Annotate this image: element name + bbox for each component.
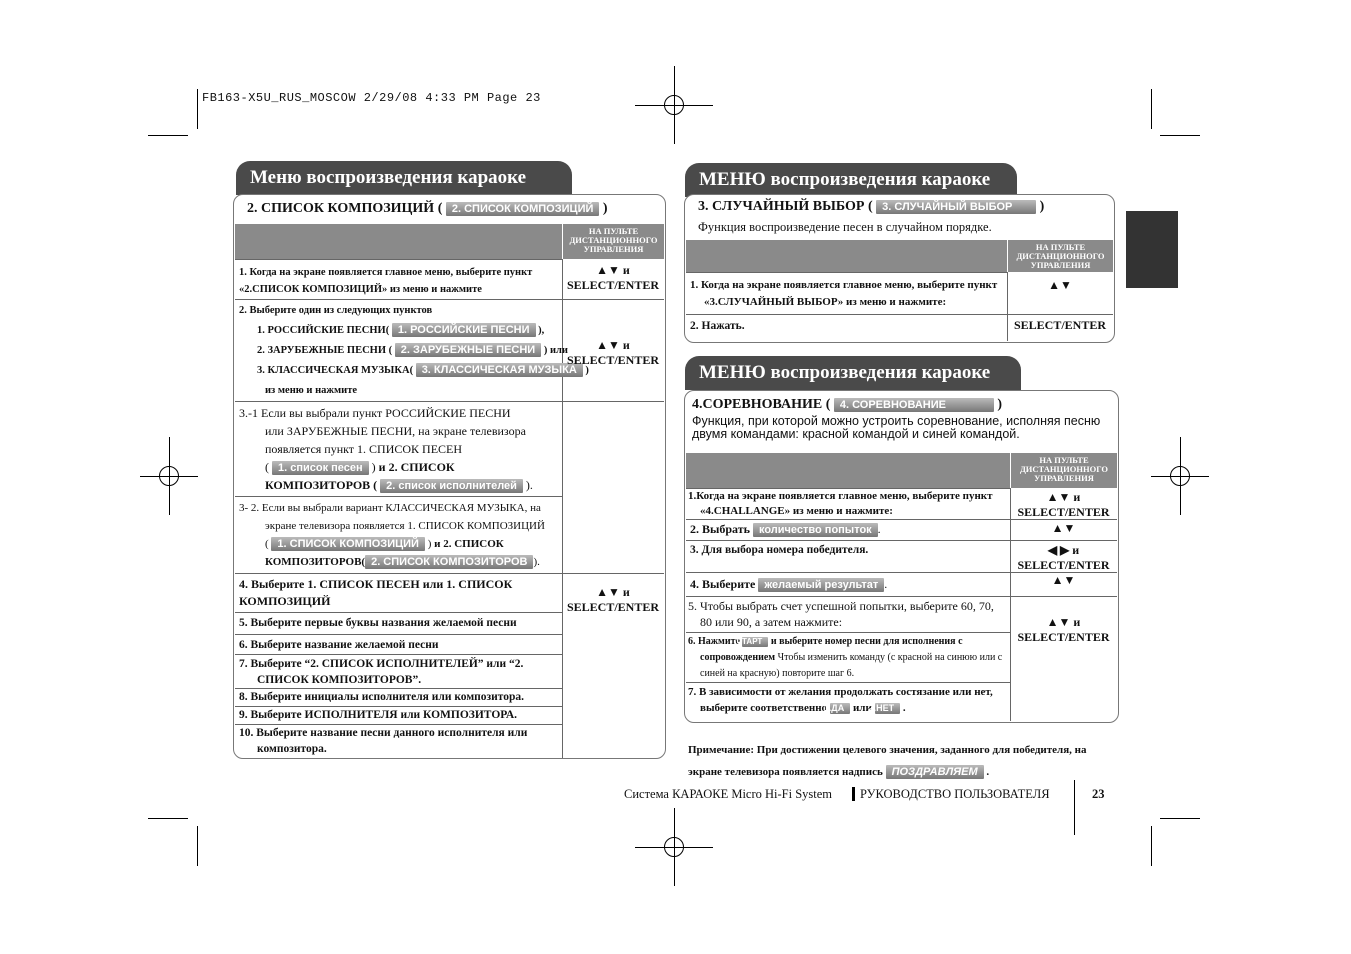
table-row: 4. Выберите желаемый результат . bbox=[686, 572, 1117, 596]
remote-control-cell: SELECT/ENTER bbox=[1013, 318, 1107, 332]
table-row: 2. Выбрать количество попыток . bbox=[686, 519, 1117, 540]
table-row: 3.-1 Если вы выбрали пункт РОССИЙСКИЕ ПЕСНИ или ЗАРУБЕЖНЫЕ ПЕСНИ, на экране телевизора появляется пункт 1. СПИСОК ПЕСЕН ( 1. список песен ) и 2. СПИСОК КОМПОЗИТОРОВ ( 2. список исполнителей ). bbox=[235, 401, 664, 496]
table-row: 10. Выберите название песни данного исполнителя или композитора. bbox=[235, 724, 562, 758]
table-row: 2. Выберите один из следующих пунктов 1. РОССИЙСКИЕ ПЕСНИ( 1. РОССИЙСКИЕ ПЕСНИ ), 2. ЗАРУБЕЖНЫЕ ПЕСНИ ( 2. ЗАРУБЕЖНЫЕ ПЕСНИ ) или 3. КЛАССИЧЕСКАЯ МУЗЫКА( 3. КЛАССИЧЕСКАЯ МУЗЫКА ) из меню и нажмите bbox=[235, 299, 664, 401]
menu-button-label: 4. СОРЕВНОВАНИЕ bbox=[834, 398, 994, 412]
column-divider bbox=[562, 496, 563, 573]
menu-button-label: 1. список песен bbox=[272, 461, 369, 475]
table-row: 3- 2. Если вы выбрали вариант КЛАССИЧЕСКАЯ МУЗЫКА, на экране телевизора появляется 1. СПИСОК КОМПОЗИЦИЙ ( 1. СПИСОК КОМПОЗИЦИЙ ) и 2. СПИСОК КОМПОЗИТОРОВ( 2. СПИСОК КОМПОЗИТОРОВ ). bbox=[235, 496, 562, 573]
menu-button-label: СТАРТ bbox=[742, 637, 768, 647]
congratulations-banner: ПОЗДРАВЛЯЕМ bbox=[886, 765, 984, 779]
crop-mark bbox=[1151, 89, 1152, 129]
page-number: 23 bbox=[1092, 787, 1105, 801]
footer-right: РУКОВОДСТВО ПОЛЬЗОВАТЕЛЯ bbox=[860, 787, 1050, 801]
table-row: 3. Для выбора номера победителя. bbox=[686, 540, 1117, 572]
remote-control-cell: ▲▼ bbox=[1051, 521, 1076, 535]
remote-column-header: НА ПУЛЬТЕ ДИСТАНЦИОННОГО УПРАВЛЕНИЯ bbox=[1007, 240, 1113, 272]
crop-mark bbox=[1151, 826, 1152, 866]
remote-control-cell: ▲▼ и SELECT/ENTER bbox=[566, 585, 660, 614]
table-row: 4. Выберите 1. СПИСОК ПЕСЕН или 1. СПИСОК КОМПОЗИЦИЙ bbox=[235, 573, 562, 612]
crop-mark bbox=[1160, 818, 1200, 819]
menu-button-label: 2. список исполнителей bbox=[380, 479, 523, 493]
table-row: 1. Когда на экране появляется главное меню, выберите пункт «3.СЛУЧАЙНЫЙ ВЫБОР» из меню и нажмите: bbox=[686, 272, 1007, 314]
crop-mark bbox=[197, 826, 198, 866]
remote-control-cell: ▲▼ и SELECT/ENTER bbox=[566, 263, 660, 292]
right-bottom-section-title: 4.СОРЕВНОВАНИЕ ( 4. СОРЕВНОВАНИЕ ) bbox=[692, 397, 1003, 412]
right-bottom-description: Функция, при которой можно устроить соревнование, исполняя песню двумя командами: красной командой и синей командой. bbox=[692, 414, 1101, 441]
right-top-section-title: 3. СЛУЧАЙНЫЙ ВЫБОР ( 3. СЛУЧАЙНЫЙ ВЫБОР ) bbox=[698, 199, 1045, 214]
menu-button-label: 3. КЛАССИЧЕСКАЯ МУЗЫКА bbox=[416, 363, 583, 377]
crop-mark bbox=[197, 89, 198, 129]
menu-button-label: 1.ДА bbox=[830, 703, 850, 714]
remote-control-cell: ▲▼ bbox=[1051, 573, 1076, 587]
right-bottom-section-tab: МЕНЮ воспроизведения караоке bbox=[685, 356, 1021, 390]
table-row: 1.Когда на экране появляется главное меню, выберите пункт «4.CHALLANGE» из меню и нажмите: bbox=[686, 488, 1010, 519]
menu-button-label: желаемый результат bbox=[758, 578, 884, 592]
remote-column-header: НА ПУЛЬТЕ ДИСТАНЦИОННОГО УПРАВЛЕНИЯ bbox=[562, 224, 664, 259]
footer-divider bbox=[1074, 780, 1075, 835]
left-section-title: 2. СПИСОК КОМПОЗИЦИЙ ( 2. СПИСОК КОМПОЗИЦИЙ ) bbox=[247, 201, 608, 216]
menu-button-label: 2.НЕТ bbox=[875, 703, 901, 714]
menu-button-label: 1. СПИСОК КОМПОЗИЦИЙ bbox=[271, 537, 425, 551]
row-divider bbox=[1010, 682, 1117, 683]
crop-mark bbox=[1160, 135, 1200, 136]
menu-button-label: 3. СЛУЧАЙНЫЙ ВЫБОР bbox=[876, 200, 1036, 214]
section-tab-marker bbox=[1126, 211, 1178, 288]
remote-column-header: НА ПУЛЬТЕ ДИСТАНЦИОННОГО УПРАВЛЕНИЯ bbox=[1010, 453, 1117, 488]
table-row: 9. Выберите ИСПОЛНИТЕЛЯ или КОМПОЗИТОРА. bbox=[235, 706, 562, 724]
right-top-section-tab: МЕНЮ воспроизведения караоке bbox=[685, 163, 1017, 197]
menu-button-label: 2. СПИСОК КОМПОЗИТОРОВ bbox=[365, 555, 533, 569]
menu-button-label: количество попыток bbox=[753, 523, 878, 537]
menu-button-label: 2. ЗАРУБЕЖНЫЕ ПЕСНИ bbox=[395, 343, 541, 357]
crop-mark bbox=[148, 818, 188, 819]
registration-mark-icon bbox=[655, 828, 693, 866]
table-row: 6. Нажмите СТАРТ и выберите номер песни для исполнения с сопровождением Чтобы изменить команду (с красной на синюю или с синей на красную) повторите шаг 6. bbox=[686, 632, 1010, 682]
table-row: 7. Выберите “2. СПИСОК ИСПОЛНИТЕЛЕЙ” или “2. СПИСОК КОМПОЗИТОРОВ”. bbox=[235, 654, 562, 688]
left-section-tab: Меню воспроизведения караоке bbox=[236, 161, 572, 195]
table-row: 7. В зависимости от желания продолжать состязание или нет, выберите соответственно 1.ДА или 2.НЕТ . bbox=[686, 682, 1010, 721]
note: Примечание: При достижении целевого значения, заданного для победителя, на экране телевизора появляется надпись ПОЗДРАВЛЯЕМ . bbox=[688, 744, 1087, 778]
print-slug: FB163-X5U_RUS_MOSCOW 2/29/08 4:33 PM Page 23 bbox=[202, 91, 541, 105]
registration-mark-icon bbox=[1161, 457, 1199, 495]
crop-mark bbox=[148, 135, 188, 136]
remote-control-cell: ▲▼ и SELECT/ENTER bbox=[1017, 490, 1110, 519]
remote-control-cell: ▲▼ bbox=[1048, 278, 1072, 292]
row-divider bbox=[562, 573, 664, 574]
footer-separator bbox=[852, 787, 855, 801]
registration-mark-icon bbox=[655, 86, 693, 124]
table-row: 6. Выберите название желаемой песни bbox=[235, 634, 562, 654]
remote-control-cell: ◀ ▶ и SELECT/ENTER bbox=[1017, 543, 1110, 572]
footer-left: Система КАРАОКЕ Micro Hi-Fi System bbox=[624, 787, 833, 801]
row-divider bbox=[1010, 596, 1117, 597]
right-top-description: Функция воспроизведение песен в случайном порядке. bbox=[698, 220, 992, 234]
table-row: 5. Чтобы выбрать счет успешной попытки, выберите 60, 70, 80 или 90, а затем нажмите: bbox=[686, 596, 1010, 632]
remote-control-cell: ▲▼ и SELECT/ENTER bbox=[1017, 615, 1110, 644]
table-row: 8. Выберите инициалы исполнителя или композитора. bbox=[235, 688, 562, 706]
menu-button-label: 2. СПИСОК КОМПОЗИЦИЙ bbox=[446, 202, 600, 216]
registration-mark-icon bbox=[150, 457, 188, 495]
table-row: 2. Нажать. bbox=[686, 314, 1113, 341]
menu-button-label: 1. РОССИЙСКИЕ ПЕСНИ bbox=[392, 323, 536, 337]
table-row: 5. Выберите первые буквы названия желаемой песни bbox=[235, 612, 562, 634]
remote-control-cell: ▲▼ и SELECT/ENTER bbox=[566, 338, 660, 367]
table-row: 1. Когда на экране появляется главное меню, выберите пункт «2.СПИСОК КОМПОЗИЦИЙ» из меню и нажмите bbox=[235, 259, 562, 299]
